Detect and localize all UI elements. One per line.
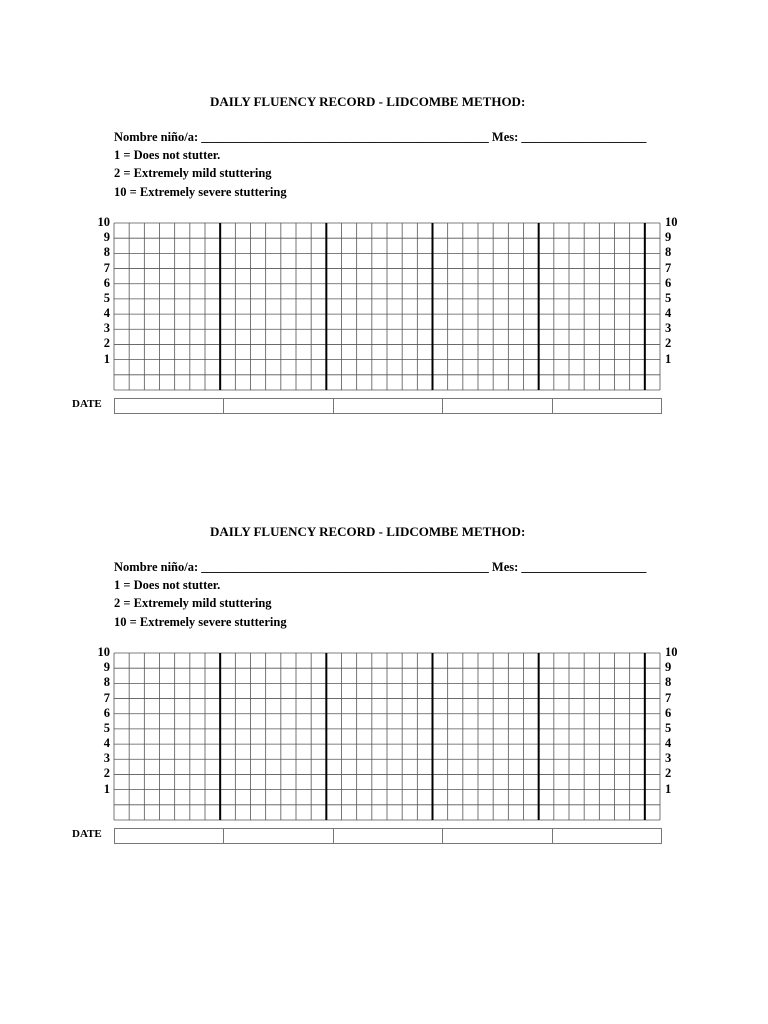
date-cell[interactable]	[443, 399, 552, 413]
date-cell[interactable]	[553, 399, 661, 413]
fluency-record-2	[0, 520, 768, 850]
scale-label: 4	[665, 306, 672, 321]
legend-item-1: 1 = Does not stutter.	[114, 148, 221, 162]
scale-label: 2	[103, 336, 110, 351]
scale-label: 3	[665, 751, 672, 766]
scale-label: 5	[103, 290, 110, 305]
date-label: DATE	[72, 828, 102, 840]
scale-label: 7	[665, 690, 672, 705]
scale-label: 4	[103, 736, 110, 751]
scale-label: 1	[665, 781, 672, 796]
legend-item-10: 10 = Extremely severe stuttering	[114, 185, 287, 199]
scale-label: 8	[665, 675, 672, 690]
legend-item-2: 2 = Extremely mild stuttering	[114, 166, 272, 180]
scale-label: 8	[103, 675, 110, 690]
scale-label: 3	[103, 751, 110, 766]
rating-grid[interactable]	[0, 520, 768, 850]
scale-label: 9	[103, 660, 110, 675]
scale-label: 10	[665, 215, 678, 229]
scale-label: 8	[103, 245, 110, 260]
child-name-month-field[interactable]: Nombre niño/a: ______________________________________________ Mes: ____________________	[114, 560, 647, 574]
child-name-month-field[interactable]: Nombre niño/a: ______________________________________________ Mes: ____________________	[114, 130, 647, 144]
date-label: DATE	[72, 398, 102, 410]
scale-label: 6	[665, 275, 672, 290]
date-row	[114, 398, 662, 414]
rating-grid[interactable]	[0, 90, 768, 420]
scale-label: 8	[665, 245, 672, 260]
scale-label: 5	[103, 720, 110, 735]
scale-label: 6	[103, 275, 110, 290]
scale-label: 7	[665, 260, 672, 275]
record-title: DAILY FLUENCY RECORD - LIDCOMBE METHOD:	[210, 524, 526, 539]
date-cell[interactable]	[115, 399, 224, 413]
scale-label: 2	[665, 336, 672, 351]
scale-label: 3	[103, 321, 110, 336]
legend-item-2: 2 = Extremely mild stuttering	[114, 596, 272, 610]
date-cell[interactable]	[224, 399, 333, 413]
scale-label: 5	[665, 720, 672, 735]
record-title: DAILY FLUENCY RECORD - LIDCOMBE METHOD:	[210, 94, 526, 109]
scale-label: 10	[97, 645, 110, 659]
date-cell[interactable]	[115, 829, 224, 843]
scale-label: 1	[103, 351, 110, 366]
scale-label: 9	[103, 230, 110, 245]
date-cell[interactable]	[553, 829, 661, 843]
scale-label: 10	[665, 645, 678, 659]
scale-label: 1	[665, 351, 672, 366]
date-cell[interactable]	[334, 399, 443, 413]
scale-label: 9	[665, 230, 672, 245]
scale-label: 7	[103, 260, 110, 275]
legend-item-1: 1 = Does not stutter.	[114, 578, 221, 592]
scale-label: 9	[665, 660, 672, 675]
date-cell[interactable]	[224, 829, 333, 843]
scale-label: 3	[665, 321, 672, 336]
scale-label: 2	[665, 766, 672, 781]
scale-label: 4	[665, 736, 672, 751]
date-cell[interactable]	[443, 829, 552, 843]
scale-label: 6	[665, 705, 672, 720]
scale-label: 5	[665, 290, 672, 305]
scale-label: 10	[97, 215, 110, 229]
scale-label: 2	[103, 766, 110, 781]
legend-item-10: 10 = Extremely severe stuttering	[114, 615, 287, 629]
date-cell[interactable]	[334, 829, 443, 843]
scale-label: 1	[103, 781, 110, 796]
scale-label: 4	[103, 306, 110, 321]
date-row	[114, 828, 662, 844]
fluency-record-1	[0, 90, 768, 420]
scale-label: 6	[103, 705, 110, 720]
scale-label: 7	[103, 690, 110, 705]
